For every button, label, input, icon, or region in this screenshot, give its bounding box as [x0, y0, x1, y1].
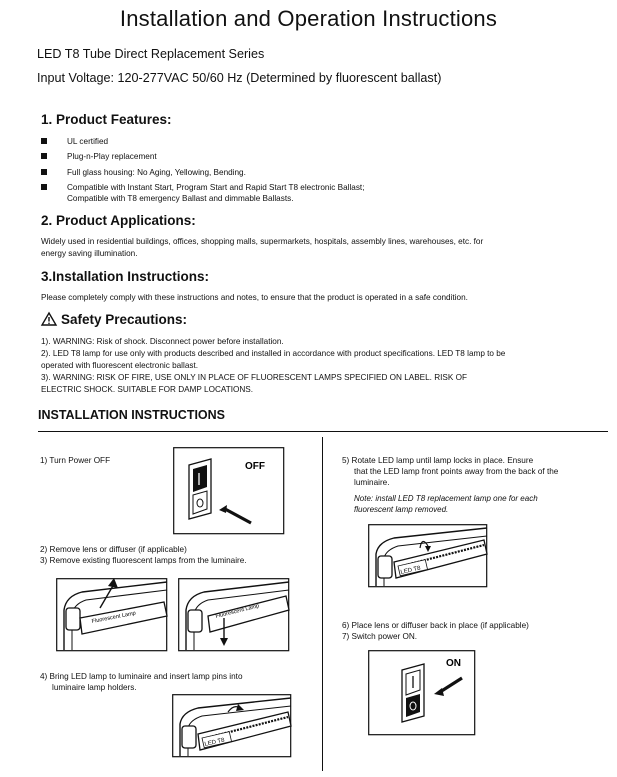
install-note: Note: install LED T8 replacement lamp one for each fluorescent lamp removed.	[354, 494, 538, 514]
column-divider	[322, 437, 323, 771]
switch-on-figure	[368, 650, 476, 736]
led-insert-figure	[172, 694, 292, 758]
step-5-text: 5) Rotate LED lamp until lamp locks in place. Ensure that the LED lamp front points away from the back of the luminaire.	[342, 456, 559, 487]
led-t8-label: LED T8	[204, 737, 226, 748]
step-2-text: 2) Remove lens or diffuser (if applicable)	[40, 545, 187, 554]
switch-off-figure	[173, 447, 285, 535]
on-label: ON	[446, 658, 461, 669]
step-1-text: 1) Turn Power OFF	[40, 456, 111, 465]
subtitle: LED T8 Tube Direct Replacement Series	[37, 47, 265, 61]
fluorescent-lamp-label: Fluorescent Lamp	[215, 603, 260, 620]
safety-heading: Safety Precautions:	[61, 312, 188, 327]
fluorescent-removal-figure-1	[56, 578, 168, 652]
step-6-text: 6) Place lens or diffuser back in place (if applicable)	[342, 621, 529, 630]
step-7-text: 7) Switch power ON.	[342, 632, 418, 641]
applications-heading: 2. Product Applications:	[41, 213, 196, 228]
fluorescent-removal-figure-2	[178, 578, 290, 652]
bullet-icon	[41, 184, 47, 190]
install-section-heading: INSTALLATION INSTRUCTIONS	[38, 408, 226, 422]
page-title: Installation and Operation Instructions	[119, 6, 498, 31]
bullet-icon	[41, 153, 47, 159]
instruction-page: Installation and Operation Instructions LED T8 Tube Direct Replacement Series Input Voltage: 120-277VAC 50/60 Hz (Determined by fluorescent ballast) 1. Product Features: UL certified Plug-n-Play replacement Full glass housing: No Aging, Yellowing, Bending. Compatible with Instant Start, Program Start and Rapid Start T8 electronic Ballast; Compatible with T8 emergency Ballast and dimmable Ballasts. 2. Product Applications: Widely used in residential buildings, offices, shopping malls, supermarkets, hospitals, assembly lines, warehouses, etc. for energy saving illumination. 3.Installation Instructions: Please completely comply with these instructions and notes, to ensure that the product is operated in a safe condition. Safety Precautions: 1). WARNING: Risk of shock. Disconnect power before installation. 2). LED T8 lamp for use only with products described and installed in accordance with product specifications. LED T8 lamp to be operated with fluorescent electronic ballast. 3). WARNING: RISK OF FIRE, USE ONLY IN PLACE OF FLUORESCENT LAMPS SPECIFIED ON LABEL. RISK OF ELECTRIC SHOCK. SUITABLE FOR DAMP LOCATIONS. INSTALLATION INSTRUCTIONS 1) Turn Power OFF OFF 2) Remove lens or diffuser (if applicable) 3) Remove existing fluorescent lamps from the luminaire. Fluorescent Lamp Fluorescent Lamp 4) Bring LED lamp to luminaire and insert lamp pins into luminaire lamp holders. LED T8 5) Rotate LED lamp until lamp locks in place. Ensure that the LED lamp front points away from the back of the luminaire. Note: install LED T8 replacement lamp one for each fluorescent lamp removed. LED T8 6) Place lens or diffuser back in place (if applicable) 7) Switch power ON. ON	[0, 0, 617, 777]
bullet-icon	[41, 138, 47, 144]
warning-triangle-icon	[41, 312, 57, 326]
safety-text: 1). WARNING: Risk of shock. Disconnect power before installation. 2). LED T8 lamp for use only with products described and installed in accordance with product specifications. LED T8 lamp to be operated with fluorescent electronic ballast. 3). WARNING: RISK OF FIRE, USE ONLY IN PLACE OF FLUORESCENT LAMPS SPECIFIED ON LABEL. RISK OF ELECTRIC SHOCK. SUITABLE FOR DAMP LOCATIONS.	[41, 337, 506, 394]
installation-heading: 3.Installation Instructions:	[41, 269, 210, 284]
step-3-text: 3) Remove existing fluorescent lamps from the luminaire.	[40, 556, 247, 565]
led-t8-label: LED T8	[400, 565, 422, 576]
led-rotate-figure	[368, 524, 488, 588]
bullet-icon	[41, 169, 47, 175]
features-heading: 1. Product Features:	[41, 112, 172, 127]
applications-text: Widely used in residential buildings, offices, shopping malls, supermarkets, hospitals, assembly lines, warehouses, etc. for energy saving illumination.	[41, 237, 484, 258]
step-4-text: 4) Bring LED lamp to luminaire and insert lamp pins into luminaire lamp holders.	[40, 672, 243, 692]
fluorescent-lamp-label: Fluorescent Lamp	[91, 610, 137, 625]
installation-text: Please completely comply with these instructions and notes, to ensure that the product is operated in a safe condition.	[41, 293, 468, 302]
input-voltage: Input Voltage: 120-277VAC 50/60 Hz (Determined by fluorescent ballast)	[37, 71, 442, 85]
section-divider	[38, 431, 608, 432]
off-label: OFF	[245, 461, 265, 472]
